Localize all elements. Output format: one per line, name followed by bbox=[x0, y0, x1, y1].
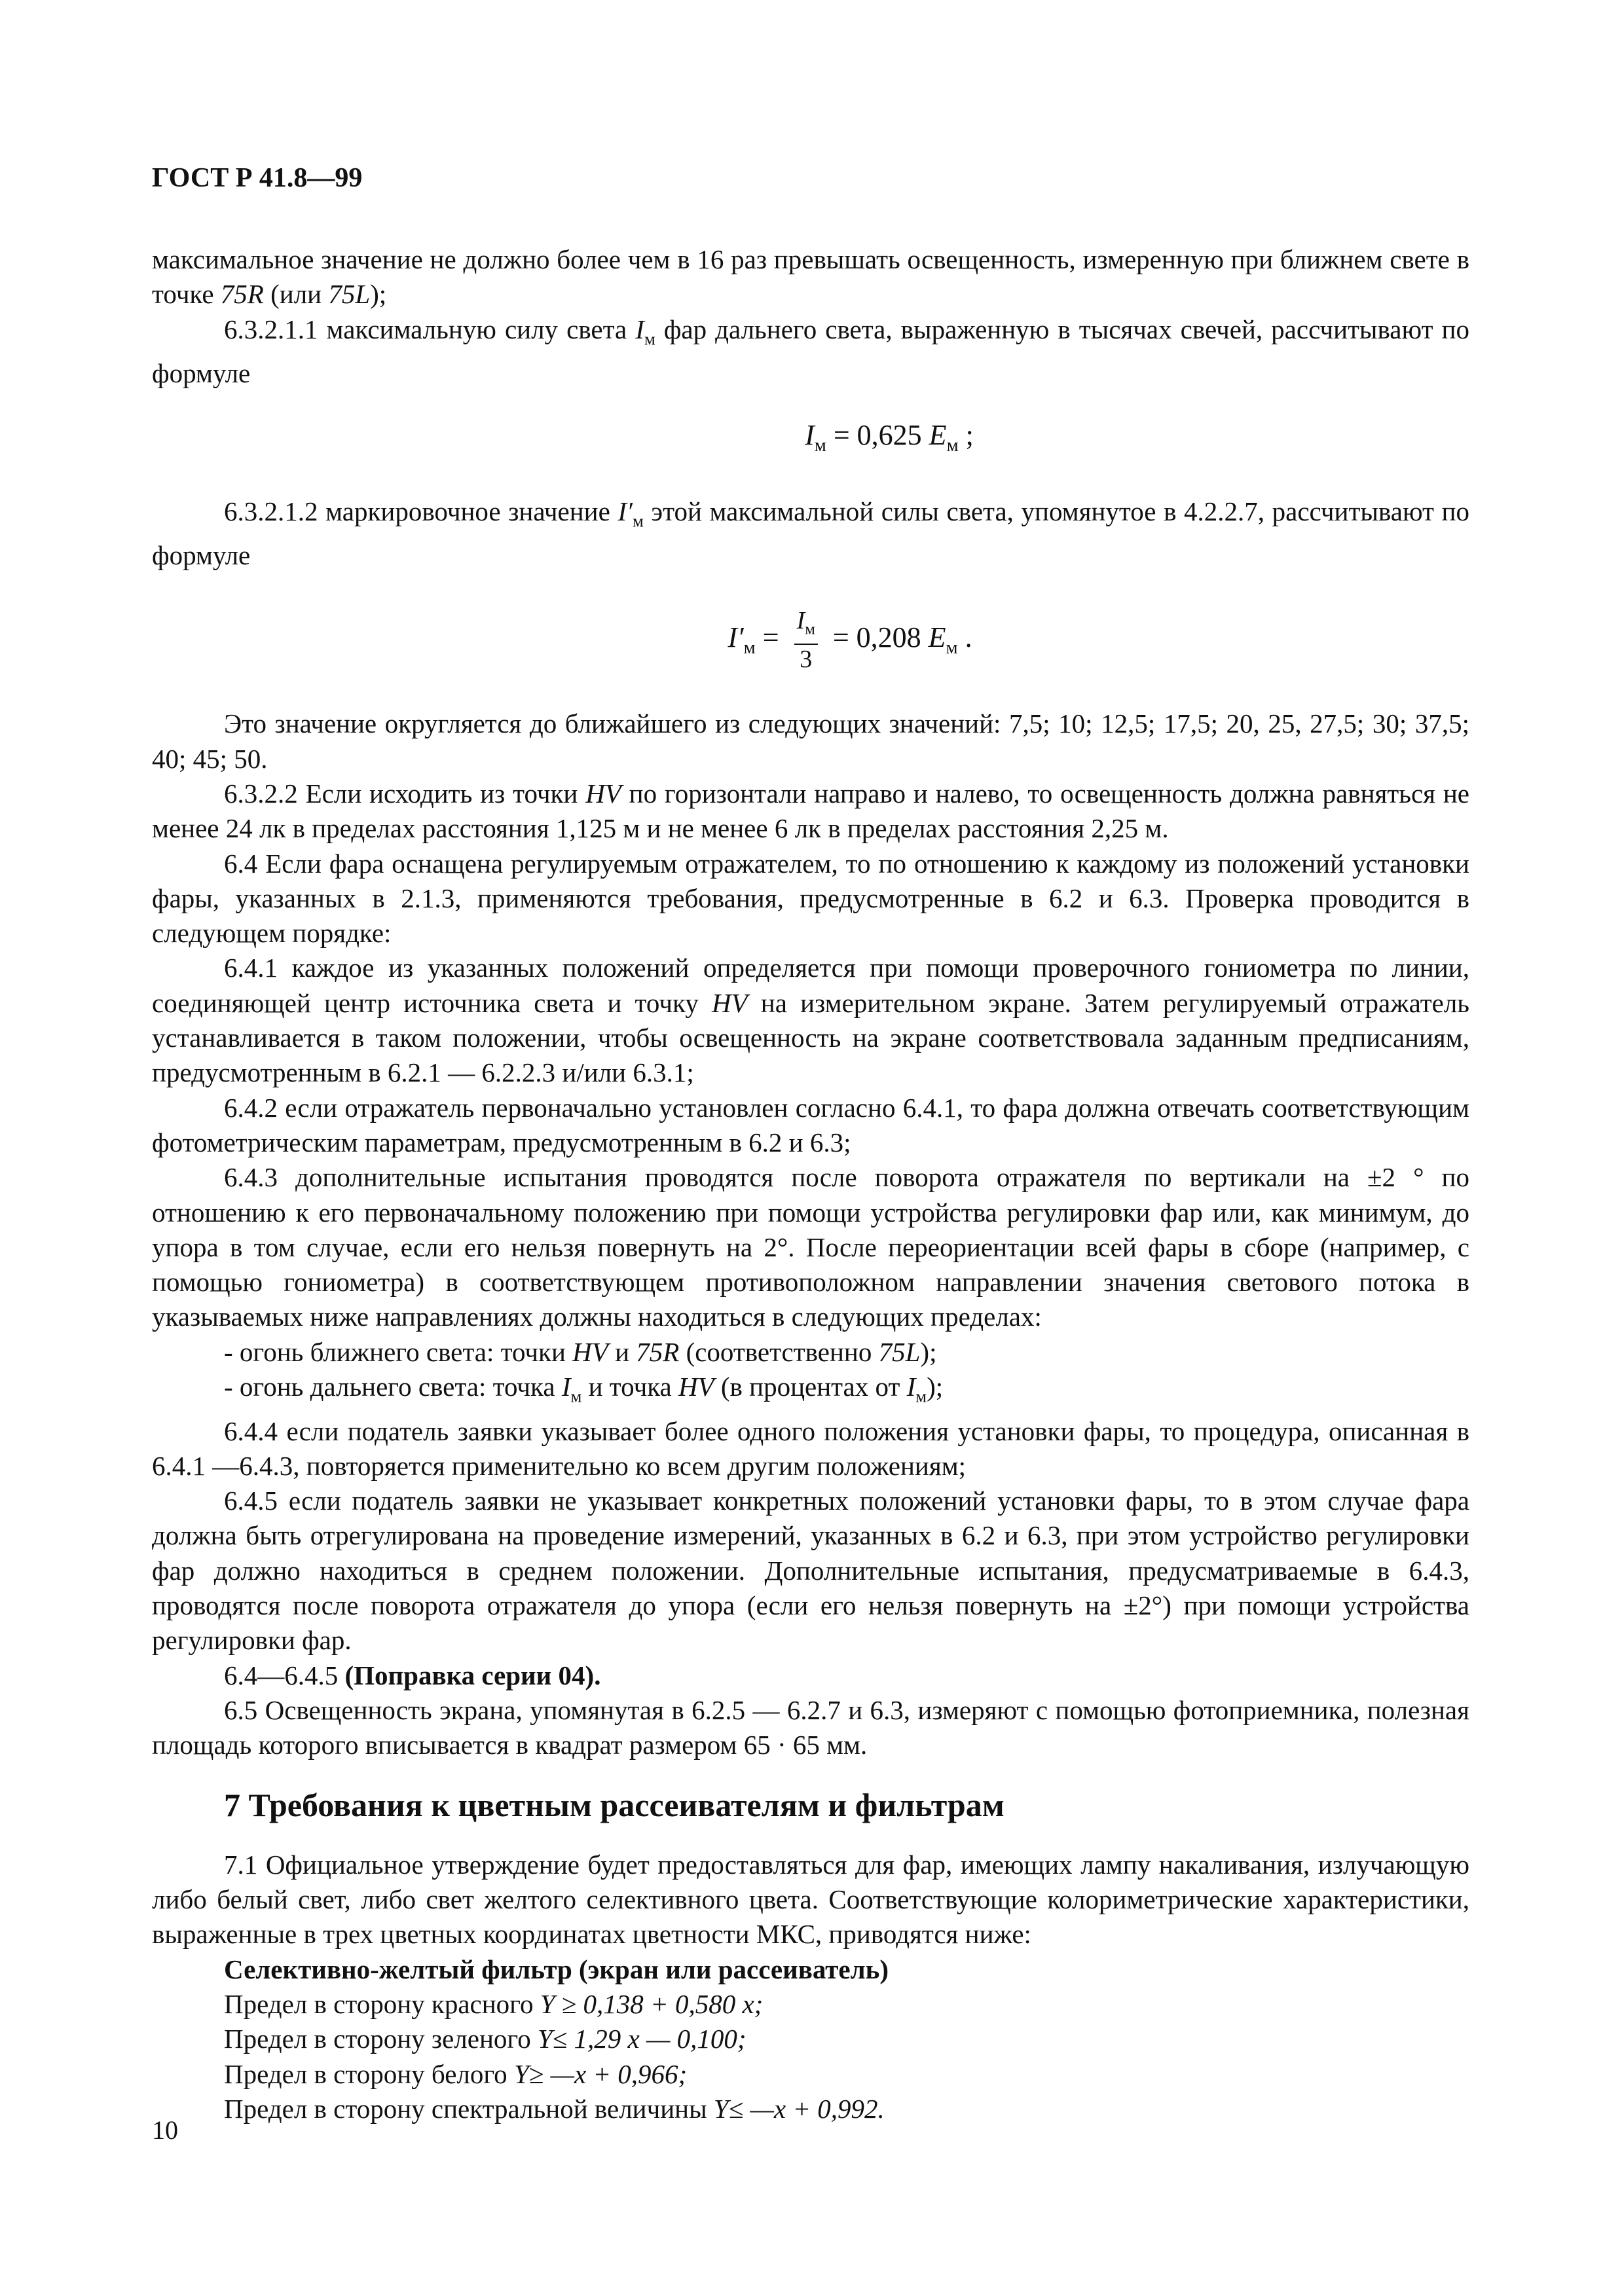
paragraph-6-4-4: 6.4.4 если податель заявки указывает более одного положения установки фары, то процедура, описанная в 6.4.1 —6.4.3, повторяется применительно ко всем другим положениям; bbox=[152, 1415, 1469, 1481]
limit-white: Предел в сторону белого Y≥ —x + 0,966; bbox=[224, 2058, 688, 2089]
list-item-low-beam: - огонь ближнего света: точки HV и 75R (соответственно 75L); bbox=[224, 1336, 937, 1367]
document-header: ГОСТ Р 41.8—99 bbox=[152, 163, 363, 193]
limit-spectral: Предел в сторону спектральной величины Y≤ —x + 0,992. bbox=[224, 2093, 885, 2124]
fraction: $\frac{I_м}{3}$ bbox=[794, 606, 818, 674]
paragraph-6-4-3: 6.4.3 дополнительные испытания проводятся после поворота отражателя по вертикали на ±2 ° по отношению к его первоначальному положению при помощи устройства регулировки фар или, как минимум, до упора в том случае, если его нельзя повернуть на 2°. После переориентации всей фары в сборе (например, с помощью гониометра) в соответствующем противоположном направлении значения светового потока в указываемых ниже направлениях должны находиться в следующих пределах: bbox=[152, 1162, 1469, 1332]
paragraph-6-3-2-2: 6.3.2.2 Если исходить из точки HV по горизонтали направо и налево, то освещенность должна равняться не менее 24 лк в пределах расстояния 1,125 м и не менее 6 лк в пределах расстояния 2,25 м. bbox=[152, 778, 1469, 844]
formula-max-intensity: $I_м = 0,625$ $E_м$ ; bbox=[805, 418, 974, 456]
paragraph-6-3-2-1-2: 6.3.2.1.2 маркировочное значение $I'_м$ этой максимальной силы света, упомянутое в 4.2.2.7, рассчитывают по формуле bbox=[152, 496, 1470, 571]
page-number: 10 bbox=[152, 2115, 178, 2145]
section-7-heading: 7 Требования к цветным рассеивателям и фильтрам bbox=[224, 1786, 1005, 1823]
paragraph-amendment: 6.4—6.4.5 (Поправка серии 04). bbox=[224, 1660, 601, 1690]
formula-marking-value: $I'_м$ = $\frac{I_м}{3}$ = 0,208 $E_м$ . bbox=[728, 606, 972, 674]
paragraph-7-1: 7.1 Официальное утверждение будет предоставляться для фар, имеющих лампу накаливания, излучающую либо белый свет, либо свет желтого селективного цвета. Соответствующие колориметрические характеристики, выраженные в трех цветных координатах цветности МКС, приводятся ниже: bbox=[152, 1849, 1469, 1950]
paragraph-continuation: максимальное значение не должно более чем в 16 раз превышать освещенность, измеренную при ближнем свете в точке 75R (или 75L); bbox=[152, 244, 1469, 310]
paragraph-6-5: 6.5 Освещенность экрана, упомянутая в 6.2.5 — 6.2.7 и 6.3, измеряют с помощью фотоприемника, полезная площадь которого вписывается в квадрат размером 65 · 65 мм. bbox=[152, 1694, 1469, 1760]
paragraph-6-4: 6.4 Если фара оснащена регулируемым отражателем, то по отношению к каждому из положений установки фары, указанных в 2.1.3, применяются требования, предусмотренные в 6.2 и 6.3. Проверка проводится в следующем порядке: bbox=[152, 848, 1469, 949]
list-item-high-beam: - огонь дальнего света: точка $I_м$ и точка HV (в процентах от $I_м$); bbox=[224, 1371, 944, 1406]
paragraph-rounding: Это значение округляется до ближайшего из следующих значений: 7,5; 10; 12,5; 17,5; 20, 25, 27,5; 30; 37,5; 40; 45; 50. bbox=[152, 708, 1469, 774]
paragraph-6-4-2: 6.4.2 если отражатель первоначально установлен согласно 6.4.1, то фара должна отвечать соответствующим фотометрическим параметрам, предусмотренным в 6.2 и 6.3; bbox=[152, 1092, 1469, 1157]
limit-red: Предел в сторону красного Y ≥ 0,138 + 0,580 x; bbox=[224, 1989, 764, 2020]
paragraph-6-3-2-1-1: 6.3.2.1.1 максимальную силу света $I_м$ фар дальнего света, выраженную в тысячах свечей, рассчитывают по формуле bbox=[152, 314, 1469, 389]
document-body bbox=[152, 242, 1469, 2126]
limit-green: Предел в сторону зеленого Y≤ 1,29 x — 0,100; bbox=[224, 2024, 746, 2054]
paragraph-6-4-1: 6.4.1 каждое из указанных положений определяется при помощи проверочного гониометра по линии, соединяющей центр источника света и точку HV на измерительном экране. Затем регулируемый отражатель устанавливается в таком положении, чтобы освещенность на экране соответствовала заданным предписаниям, предусмотренным в 6.2.1 — 6.2.2.3 и/или 6.3.1; bbox=[152, 953, 1469, 1088]
paragraph-6-4-5: 6.4.5 если податель заявки не указывает конкретных положений установки фары, то в этом случае фара должна быть отрегулирована на проведение измерений, указанных в 6.2 и 6.3, при этом устройство регулировки фар должно находиться в среднем положении. Дополнительные испытания, предусматриваемые в 6.4.3, проводятся после поворота отражателя до упора (если его нельзя повернуть на ±2°) при помощи устройства регулировки фар. bbox=[152, 1485, 1469, 1656]
filter-title: Селективно-желтый фильтр (экран или рассеиватель) bbox=[224, 1954, 889, 1984]
